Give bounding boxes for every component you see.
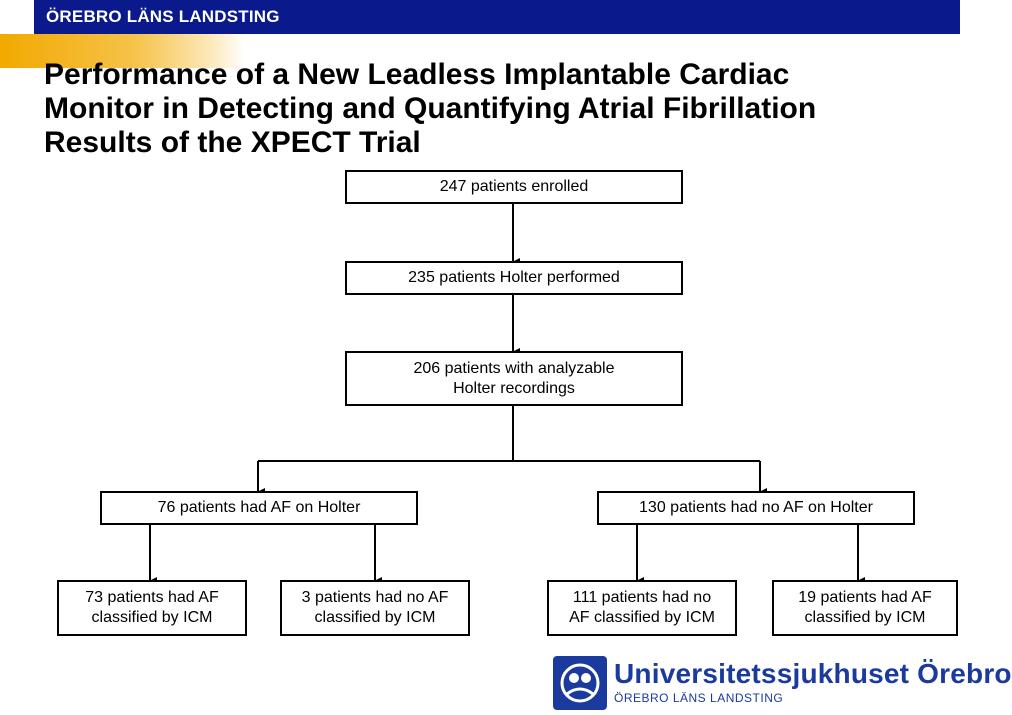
box-noaf-classified-noaf-line-2: AF classified by ICM xyxy=(569,609,715,626)
box-no-af-on-holter-text: 130 patients had no AF on Holter xyxy=(639,499,873,516)
org-name: ÖREBRO LÄNS LANDSTING xyxy=(46,7,280,26)
university-hospital-logo-icon xyxy=(553,656,607,710)
box-noaf-classified-af-line-1: 19 patients had AF xyxy=(798,589,932,606)
title-line-1: Performance of a New Leadless Implantable Cardiac xyxy=(44,58,790,91)
box-analyzable xyxy=(345,351,683,406)
box-no-af-on-holter xyxy=(597,491,915,525)
box-noaf-classified-af-line-2: classified by ICM xyxy=(804,609,926,626)
box-af-on-holter-text: 76 patients had AF on Holter xyxy=(157,499,361,516)
box-noaf-classified-noaf-line-1: 111 patients had no xyxy=(572,589,712,606)
box-noaf-classified-af xyxy=(772,580,958,636)
box-af-classified-noaf xyxy=(280,580,470,636)
box-noaf-classified-noaf xyxy=(547,580,737,636)
box-analyzable-line-1: 206 patients with analyzable xyxy=(413,359,615,377)
box-af-classified-af-line-2: classified by ICM xyxy=(91,609,213,626)
box-af-classified-af xyxy=(57,580,247,636)
box-enrolled xyxy=(345,170,683,204)
title-line-3: Results of the XPECT Trial xyxy=(44,126,421,159)
title-line-2: Monitor in Detecting and Quantifying Atrial Fibrillation xyxy=(44,92,817,125)
box-enrolled-text: 247 patients enrolled xyxy=(439,178,589,195)
box-holter-performed-text: 235 patients Holter performed xyxy=(408,269,620,286)
box-holter-performed xyxy=(345,261,683,295)
logo-name: Universitetssjukhuset Örebro xyxy=(614,658,1012,689)
box-af-on-holter xyxy=(100,491,418,525)
box-af-classified-af-line-1: 73 patients had AF xyxy=(85,589,219,606)
box-af-classified-noaf-line-2: classified by ICM xyxy=(314,609,436,626)
box-af-classified-noaf-line-1: 3 patients had no AF xyxy=(301,589,449,606)
logo-subtitle: ÖREBRO LÄNS LANDSTING xyxy=(614,691,784,705)
box-analyzable-line-2: Holter recordings xyxy=(453,379,575,397)
